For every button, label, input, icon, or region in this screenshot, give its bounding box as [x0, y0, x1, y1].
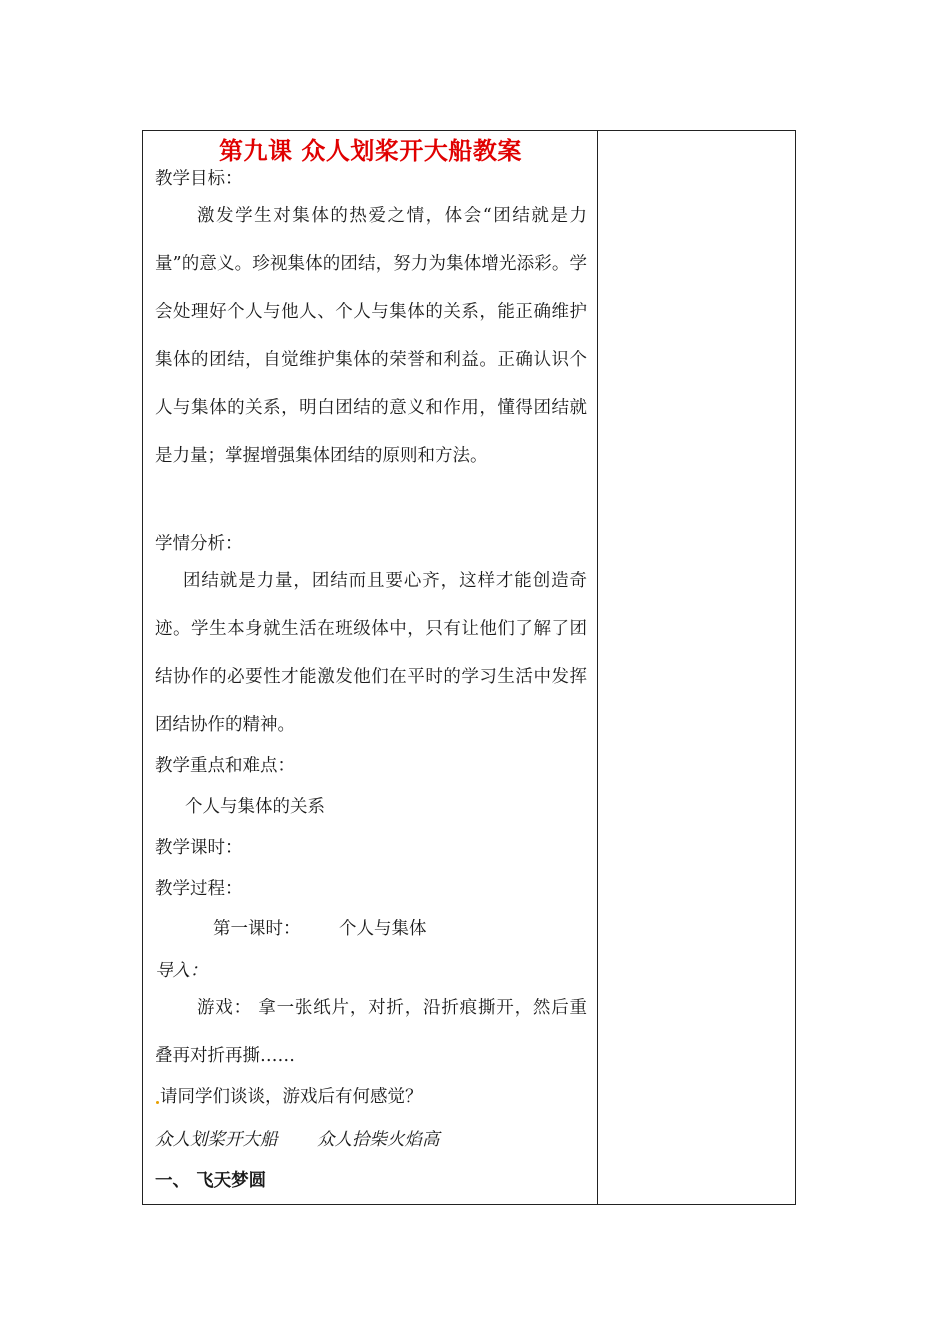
analysis-paragraph: 团结就是力量，团结而且要心齐，这样才能创造奇迹。学生本身就生活在班级体中，只有让他们了解了团结协作的必要性才能激发他们在平时的学习生活中发挥团结协作的精神。 — [155, 571, 587, 735]
process-heading: 教学过程： — [155, 879, 243, 899]
column-divider — [597, 131, 598, 1204]
keypoints-heading: 教学重点和难点： — [155, 756, 295, 776]
game-paragraph: 游戏： 拿一张纸片，对折，沿折痕撕开，然后重叠再对折再撕…… — [155, 998, 587, 1066]
main-content-cell — [143, 131, 597, 1204]
lesson-plan-table — [142, 130, 796, 1205]
proverb-1: 众人划桨开大船 — [155, 1130, 278, 1150]
document-title: 第九课 众人划桨开大船教案 — [219, 137, 522, 165]
objectives-paragraph: 激发学生对集体的热爱之情，体会“团结就是力量”的意义。珍视集体的团结，努力为集体增光添彩。学会处理好个人与他人、个人与集体的关系，能正确维护集体的团结，自觉维护集体的荣誉和利益。正确认识个人与集体的关系，明白团结的意义和作用，懂得团结就是力量；掌握增强集体团结的原则和方法。 — [155, 206, 587, 466]
hours-heading: 教学课时： — [155, 838, 243, 858]
objectives-heading: 教学目标： — [155, 169, 243, 189]
intro-heading: 导入： — [155, 961, 208, 981]
proverb-2: 众人拾柴火焰高 — [317, 1130, 440, 1150]
part-one-heading: 一、 飞天梦圆 — [155, 1171, 267, 1191]
lesson-topic: 个人与集体 — [339, 919, 427, 939]
analysis-heading: 学情分析： — [155, 534, 243, 554]
lesson-label: 第一课时： — [213, 919, 301, 939]
keypoints-text: 个人与集体的关系 — [185, 797, 325, 817]
question-line — [155, 1083, 423, 1108]
question-text: 请同学们谈谈，游戏后有何感觉？ — [160, 1087, 423, 1107]
marker-dot — [156, 1101, 159, 1104]
